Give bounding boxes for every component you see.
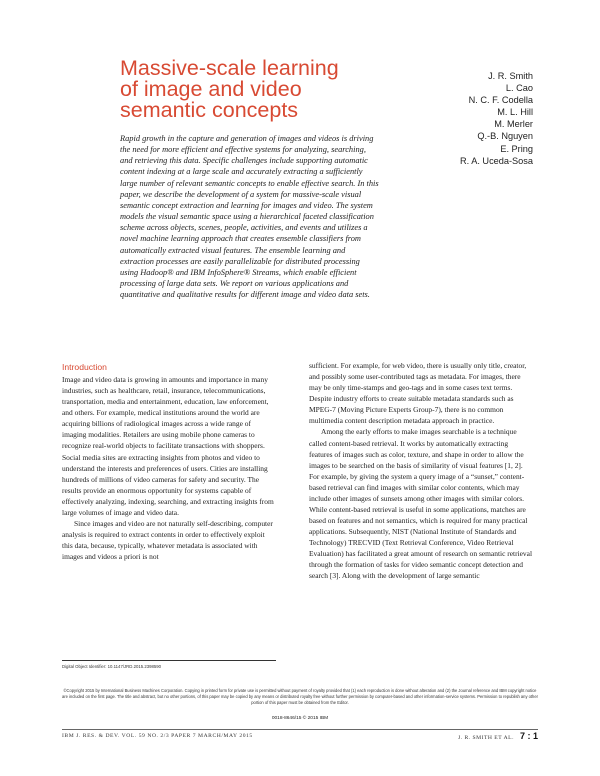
- author-name: M. Merler: [494, 119, 533, 130]
- doi-footnote: Digital Object Identifier: 10.1147/JRD.2015.2398590: [62, 660, 276, 669]
- abstract: Rapid growth in the capture and generation of images and videos is driving the need for more efficient and effective systems for analyzing, searching, and retrieving this data. Specific challenges include supporting automatic content indexing at a large scale and accurately extracting a sufficiently large number of relevant semantic concepts to enable effective search. In this paper, we describe the development of a system for massive-scale visual semantic concept extraction and learning for images and video. The system models the visual semantic space using a hierarchical faceted classification scheme across objects, scenes, people, activities, and events and utilizes a novel machine learning approach that creates ensemble classifiers from automatically extracted visual features. The ensemble learning and extraction processes are easily parallelizable for distributed processing using Hadoop® and IBM InfoSphere® Streams, which enable efficient processing of large data sets. We report on various applications and quantitative and qualitative results for different image and video data sets.: [120, 134, 379, 300]
- author-name: J. R. Smith: [488, 71, 533, 81]
- page-footer: [458, 731, 538, 741]
- author-name: M. L. Hill: [497, 107, 533, 118]
- author-name: R. A. Uceda-Sosa: [459, 155, 533, 166]
- journal-footer: IBM J. RES. & DEV. VOL. 59 NO. 2/3 PAPER 7 MARCH/MAY 2015: [62, 733, 253, 739]
- body-paragraph: Among the early efforts to make images searchable is a technique called content-based retrieval. It works by automatically extracting features of images such as color, texture, and shape in order to allow the images to be searched on the basis of similarity of visual features [1, 2]. For example, by giving the system a query image of a “sunset,” content-based retrieval can find images with similar color contents, which may include other images of sunsets among other images with similar colors. While content-based retrieval is useful in some applications, matches are based on features and not semantics, which is required for many practical applications. Subsequently, NIST (National Institute of Standards and Technology) TRECVID (Text Retrieval Conference, Video Retrieval Evaluation) has facilitated a great amount of research on semantic retrieval through the formation of tasks for video semantic concept detection and search [3]. Along with the development of large semantic: [309, 427, 533, 581]
- author-name: Q.-B. Nguyen: [477, 131, 533, 142]
- author-name: E. Pring: [500, 143, 533, 154]
- body-paragraph: Since images and video are not naturally self-describing, computer analysis is required to extract contents in order to effectively exploit this data, because, typically, whatever metadata is associated with images and videos a priori is not: [62, 519, 273, 562]
- author-list: [460, 70, 533, 167]
- footer-authors: J. R. SMITH ET AL.: [458, 735, 514, 741]
- issn-line: 0018-8646/15 © 2015 IBM: [271, 716, 329, 721]
- body-paragraph: Image and video data is growing in amounts and importance in many industries, such as healthcare, retail, insurance, telecommunications, transportation, media and entertainment, education, law enforcement, and others. For example, medical institutions around the world are acquiring billions of radiological images across a wide range of imaging modalities. Retailers are using mobile phone cameras to recognize real-world objects to facilitate transactions with shoppers. Social media sites are extracting insights from photos and video to understand the interests and preferences of users. Cities are installing hundreds of millions of video cameras for safety and security. The results provide an enormous opportunity for systems capable of effectively analyzing, indexing, searching, and extracting insights from large volumes of image and video data.: [62, 375, 274, 517]
- section-heading: Introduction: [62, 362, 107, 372]
- body-paragraph: sufficient. For example, for web video, there is usually only title, creator, and possibly some user-contributed tags as metadata. For images, there may be only time-stamps and geo-tags and in some cases text terms. Despite industry efforts to create suitable metadata standards such as MPEG-7 (Moving Picture Experts Group-7), there is no common multimedia content description metadata approach in practice.: [309, 361, 527, 426]
- body-column-right: [309, 360, 533, 582]
- footer-rule: [62, 729, 538, 730]
- body-column-left: [62, 362, 276, 562]
- author-name: L. Cao: [505, 83, 533, 94]
- article-title: Massive-scale learning of image and video semantic concepts: [120, 56, 339, 122]
- copyright-notice: ©Copyright 2015 by International Business Machines Corporation. Copying in printed form for private use is permitted without payment of royalty provided that (1) each reproduction is done without alteration and (2) the Journal reference and IBM copyright notice are included on the first page. The title and abstract, but no other portions, of this paper may be copied by any means or distributed royalty free without further permission by computer-based and other information-service systems. Permission to republish any other portion of this paper must be obtained from the Editor.: [62, 688, 538, 706]
- author-name: N. C. F. Codella: [468, 95, 533, 106]
- page-number: 7 : 1: [519, 731, 538, 741]
